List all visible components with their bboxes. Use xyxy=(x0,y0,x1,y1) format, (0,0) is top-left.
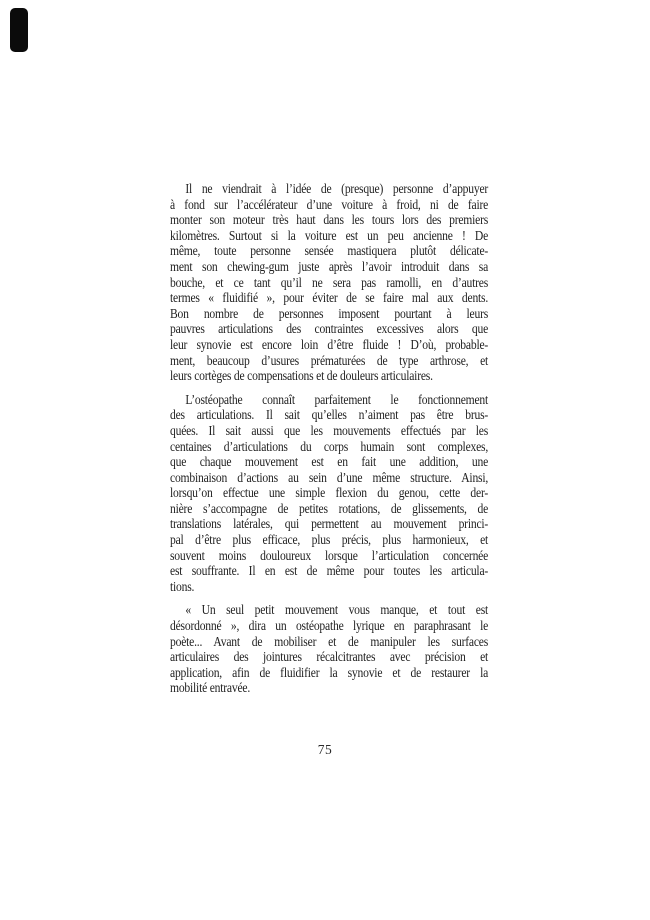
text-line: application, afin de fluidifier la synovie et de restaurer la xyxy=(170,664,489,680)
text-line: Bon nombre de personnes imposent pourtant à leurs xyxy=(170,305,489,321)
text-line: « Un seul petit mouvement vous manque, et tout est xyxy=(185,602,489,618)
text-line: poète... Avant de mobiliser et de manipuler les surfaces xyxy=(170,633,489,649)
text-line: souvent moins douloureux lorsque l’articulation concernée xyxy=(170,547,489,563)
text-line: des articulations. Il sait qu’elles n’aiment pas être brus- xyxy=(170,407,489,423)
text-line: est souffrante. Il en est de même pour toutes les articula- xyxy=(170,563,489,579)
paragraph xyxy=(170,392,488,595)
text-line: tions. xyxy=(170,578,195,594)
text-line: quées. Il sait aussi que les mouvements effectués par les xyxy=(170,422,489,438)
text-line: translations latérales, qui permettent au mouvement princi- xyxy=(170,516,489,532)
text-line: Il ne viendrait à l’idée de (presque) personne d’appuyer xyxy=(185,181,489,196)
page-number: 75 xyxy=(317,742,333,757)
text-line: leurs cortèges de compensations et de douleurs articulaires. xyxy=(170,368,433,384)
text-line: mobilité entravée. xyxy=(170,680,251,696)
text-line: pal d’être plus efficace, plus précis, plus harmonieux, et xyxy=(170,532,489,548)
text-line: même, toute personne sensée mastiquera plutôt délicate- xyxy=(170,243,489,259)
scan-artifact-mark xyxy=(10,8,28,52)
text-line: monter son moteur très haut dans les tours lors des premiers xyxy=(170,212,489,228)
text-line: leur synovie est encore loin d’être fluide ! D’où, probable- xyxy=(170,336,489,352)
text-line: kilomètres. Surtout si la voiture est un peu ancienne ! De xyxy=(170,227,489,243)
paragraph xyxy=(170,602,488,696)
text-line: que chaque mouvement est en fait une addition, une xyxy=(170,454,489,470)
text-line: ment son chewing-gum juste après l’avoir introduit dans sa xyxy=(170,258,489,274)
text-line: centaines d’articulations du corps humain sont complexes, xyxy=(170,438,489,454)
text-line: lorsqu’on effectue une simple flexion du genou, cette der- xyxy=(170,485,489,501)
text-line: nière s’accompagne de petites rotations, de glissements, de xyxy=(170,500,489,516)
text-line: désordonné », dira un ostéopathe lyrique en paraphrasant le xyxy=(170,618,489,634)
text-line: L’ostéopathe connaît parfaitement le fonctionnement xyxy=(185,391,489,407)
text-line: à fond sur l’accélérateur d’une voiture à froid, ni de faire xyxy=(170,196,489,212)
text-line: articulaires des jointures récalcitrantes avec précision et xyxy=(170,649,489,665)
body-text xyxy=(170,181,488,704)
text-line: combinaison d’actions au sein d’une même structure. Ainsi, xyxy=(170,469,489,485)
text-line: pauvres articulations des contraintes excessives alors que xyxy=(170,321,489,337)
text-line: bouche, et ce tant qu’il ne sera pas ramolli, en d’autres xyxy=(170,274,489,290)
text-line: ment, beaucoup d’usures prématurées de type arthrose, et xyxy=(170,352,489,368)
paragraph xyxy=(170,181,488,384)
text-line: termes « fluidifié », pour éviter de se faire mal aux dents. xyxy=(170,290,489,306)
